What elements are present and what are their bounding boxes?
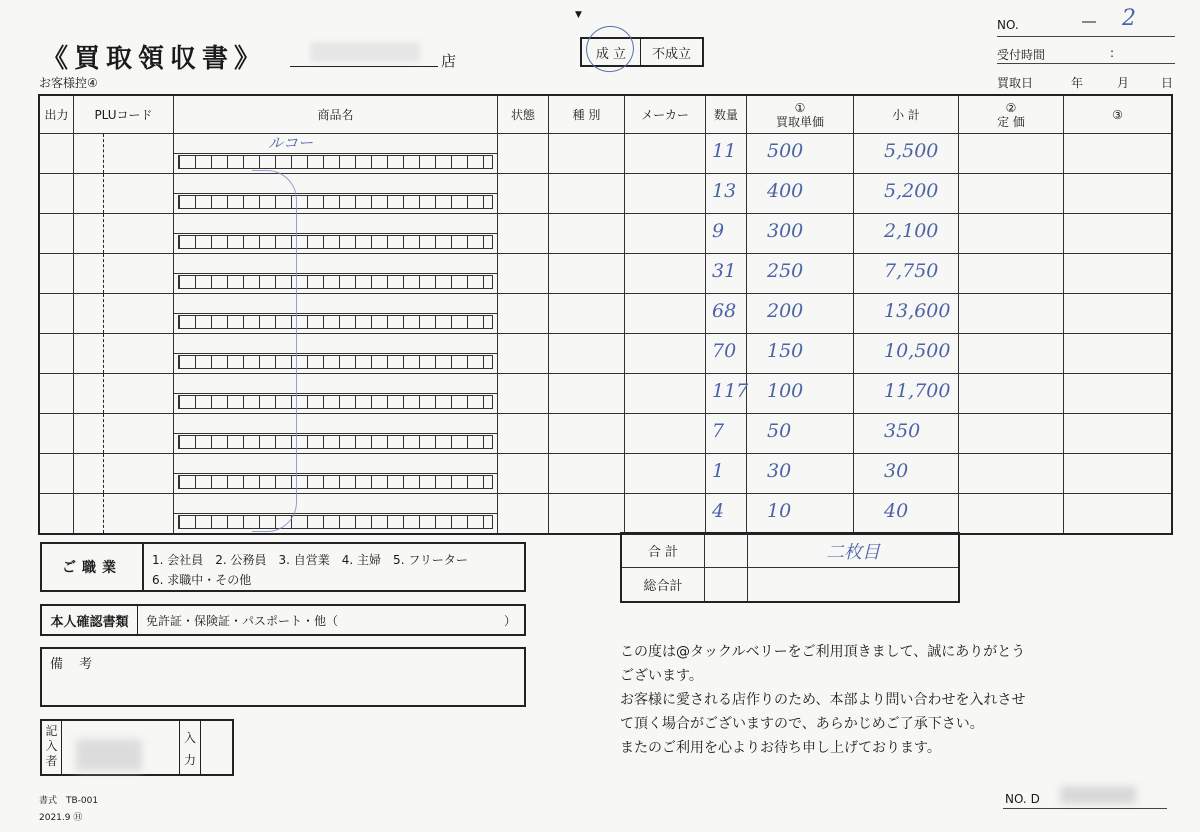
subtotal-value: 5,500 bbox=[884, 140, 939, 162]
occupation-options-1: 1. 会社員 2. 公務員 3. 自営業 4. 主婦 5. フリーター bbox=[152, 553, 468, 567]
quantity-value: 11 bbox=[712, 140, 737, 162]
maker-cell bbox=[625, 134, 706, 174]
list-price-cell bbox=[959, 414, 1064, 454]
col-subtotal: 小 計 bbox=[854, 95, 959, 134]
plu-divider bbox=[103, 214, 104, 253]
extra-cell bbox=[1064, 334, 1173, 374]
id-document-label: 本人確認書類 bbox=[42, 606, 138, 634]
table-row bbox=[39, 294, 1172, 334]
table-row bbox=[39, 334, 1172, 374]
table-row bbox=[39, 174, 1172, 214]
unit-price-value: 400 bbox=[767, 180, 804, 202]
id-document-box bbox=[40, 604, 526, 636]
unit-price-cell bbox=[747, 174, 854, 214]
document-title: 《買取領収書》 bbox=[42, 44, 267, 74]
writer-redacted bbox=[76, 739, 142, 771]
extra-cell bbox=[1064, 414, 1173, 454]
plu-cell bbox=[74, 174, 174, 214]
remarks-label: 備 考 bbox=[50, 657, 99, 672]
output-cell bbox=[39, 334, 74, 374]
totals-table bbox=[620, 532, 960, 603]
product-divider bbox=[174, 393, 497, 394]
subtotal-cell bbox=[854, 294, 959, 334]
list-price-cell bbox=[959, 374, 1064, 414]
input-label bbox=[179, 721, 201, 774]
no-value: 2 bbox=[1122, 6, 1136, 31]
form-date: 2021.9 Ⓗ bbox=[39, 813, 83, 823]
no-dash: ― bbox=[1082, 14, 1096, 30]
month-label: 月 bbox=[1117, 76, 1130, 90]
maker-cell bbox=[625, 294, 706, 334]
type-cell bbox=[549, 174, 625, 214]
subtotal-value: 5,200 bbox=[884, 180, 939, 202]
maker-cell bbox=[625, 214, 706, 254]
output-cell bbox=[39, 214, 74, 254]
plu-divider bbox=[103, 454, 104, 493]
occupation-options-2: 6. 求職中・その他 bbox=[152, 573, 252, 587]
subtotal-value: 40 bbox=[884, 500, 909, 522]
col-list-price: ② 定 価 bbox=[959, 95, 1064, 134]
type-cell bbox=[549, 494, 625, 535]
condition-cell bbox=[498, 374, 549, 414]
year-label: 年 bbox=[1071, 76, 1084, 90]
plu-cell bbox=[74, 374, 174, 414]
triangle-marker-icon: ▼ bbox=[575, 10, 582, 20]
unit-price-value: 150 bbox=[767, 340, 804, 362]
subtotal-cell bbox=[854, 134, 959, 174]
grand-total-value bbox=[748, 568, 960, 603]
reception-time-label: 受付時間 bbox=[997, 48, 1046, 62]
product-char-boxes bbox=[178, 435, 493, 449]
thank-you-message bbox=[620, 640, 1100, 760]
day-label: 日 bbox=[1161, 76, 1174, 90]
table-row bbox=[39, 414, 1172, 454]
maker-cell bbox=[625, 414, 706, 454]
product-cell bbox=[174, 494, 498, 535]
product-char-boxes bbox=[178, 275, 493, 289]
unit-price-cell bbox=[747, 134, 854, 174]
extra-cell bbox=[1064, 134, 1173, 174]
subtotal-value: 10,500 bbox=[884, 340, 951, 362]
unit-price-value: 30 bbox=[767, 460, 792, 482]
message-line: お客様に愛される店作りのため、本部より問い合わせを入れさせ bbox=[620, 692, 1026, 708]
extra-cell bbox=[1064, 494, 1173, 535]
type-cell bbox=[549, 254, 625, 294]
unit-price-cell bbox=[747, 454, 854, 494]
reception-line bbox=[997, 63, 1175, 64]
condition-cell bbox=[498, 294, 549, 334]
quantity-value: 9 bbox=[712, 220, 725, 242]
plu-divider bbox=[103, 174, 104, 213]
condition-cell bbox=[498, 134, 549, 174]
unit-price-value: 10 bbox=[767, 500, 792, 522]
store-name-redacted bbox=[310, 42, 420, 62]
id-document-options: 免許証・保険証・パスポート・他（ bbox=[146, 613, 339, 628]
input-label-text: 入力 bbox=[184, 731, 197, 767]
list-price-cell bbox=[959, 294, 1064, 334]
plu-divider bbox=[103, 414, 104, 453]
quantity-value: 68 bbox=[712, 300, 737, 322]
output-cell bbox=[39, 494, 74, 535]
quantity-cell bbox=[706, 214, 747, 254]
message-line: またのご利用を心よりお待ち申し上げております。 bbox=[620, 740, 941, 756]
output-cell bbox=[39, 294, 74, 334]
output-cell bbox=[39, 374, 74, 414]
product-cell bbox=[174, 454, 498, 494]
subtotal-cell bbox=[854, 214, 959, 254]
product-char-boxes bbox=[178, 235, 493, 249]
unit-price-cell bbox=[747, 494, 854, 535]
total-label: 合 計 bbox=[621, 533, 705, 568]
quantity-cell bbox=[706, 174, 747, 214]
occupation-label: ご職業 bbox=[42, 544, 144, 590]
condition-cell bbox=[498, 454, 549, 494]
product-divider bbox=[174, 473, 497, 474]
no-line bbox=[997, 36, 1175, 37]
subtotal-value: 350 bbox=[884, 420, 921, 442]
occupation-box bbox=[40, 542, 526, 592]
product-cell bbox=[174, 134, 498, 174]
unit-price-value: 250 bbox=[767, 260, 804, 282]
unit-price-cell bbox=[747, 214, 854, 254]
list-price-cell bbox=[959, 214, 1064, 254]
unit-price-cell bbox=[747, 254, 854, 294]
list-price-cell bbox=[959, 494, 1064, 535]
type-cell bbox=[549, 414, 625, 454]
list-price-cell bbox=[959, 454, 1064, 494]
subtotal-value: 2,100 bbox=[884, 220, 939, 242]
plu-cell bbox=[74, 454, 174, 494]
condition-cell bbox=[498, 174, 549, 214]
plu-cell bbox=[74, 214, 174, 254]
col-extra: ③ bbox=[1064, 95, 1173, 134]
quantity-cell bbox=[706, 294, 747, 334]
quantity-value: 1 bbox=[712, 460, 725, 482]
subtotal-cell bbox=[854, 334, 959, 374]
subtotal-cell bbox=[854, 174, 959, 214]
entry-box bbox=[40, 719, 234, 776]
product-divider bbox=[174, 353, 497, 354]
customer-copy-label: お客様控④ bbox=[39, 76, 98, 90]
product-divider bbox=[174, 433, 497, 434]
message-line: て頂く場合がございますので、あらかじめご了承下さい。 bbox=[620, 716, 984, 732]
unit-price-value: 300 bbox=[767, 220, 804, 242]
handwritten-circle bbox=[581, 21, 639, 78]
product-char-boxes bbox=[178, 155, 493, 169]
unit-price-cell bbox=[747, 294, 854, 334]
writer-label-text: 記入者 bbox=[45, 724, 58, 768]
output-cell bbox=[39, 254, 74, 294]
message-line: ございます。 bbox=[620, 668, 703, 684]
maker-cell bbox=[625, 454, 706, 494]
quantity-cell bbox=[706, 494, 747, 535]
table-row bbox=[39, 494, 1172, 535]
quantity-cell bbox=[706, 254, 747, 294]
output-cell bbox=[39, 454, 74, 494]
type-cell bbox=[549, 454, 625, 494]
table-row bbox=[39, 134, 1172, 174]
subtotal-value: 7,750 bbox=[884, 260, 939, 282]
plu-cell bbox=[74, 414, 174, 454]
nod-label: NO. D bbox=[1005, 792, 1040, 806]
grand-total-qty bbox=[705, 568, 748, 603]
purchase-date-label: 買取日 bbox=[997, 76, 1034, 90]
maker-cell bbox=[625, 174, 706, 214]
quantity-value: 31 bbox=[712, 260, 737, 282]
product-cell bbox=[174, 294, 498, 334]
list-price-cell bbox=[959, 134, 1064, 174]
extra-cell bbox=[1064, 374, 1173, 414]
product-cell bbox=[174, 374, 498, 414]
store-suffix: 店 bbox=[441, 52, 457, 70]
plu-divider bbox=[103, 374, 104, 413]
product-divider bbox=[174, 153, 497, 154]
writer-label bbox=[42, 721, 62, 774]
quantity-value: 4 bbox=[712, 500, 725, 522]
product-divider bbox=[174, 233, 497, 234]
plu-divider bbox=[103, 134, 104, 173]
total-row bbox=[621, 533, 959, 568]
col-output: 出力 bbox=[39, 95, 74, 134]
product-cell bbox=[174, 414, 498, 454]
maker-cell bbox=[625, 334, 706, 374]
plu-cell bbox=[74, 334, 174, 374]
table-row bbox=[39, 214, 1172, 254]
unit-price-cell bbox=[747, 334, 854, 374]
table-row bbox=[39, 454, 1172, 494]
col-unit-price: ① 買取単価 bbox=[747, 95, 854, 134]
product-cell bbox=[174, 254, 498, 294]
grand-total-label: 総合計 bbox=[621, 568, 705, 603]
type-cell bbox=[549, 334, 625, 374]
product-char-boxes bbox=[178, 315, 493, 329]
extra-cell bbox=[1064, 294, 1173, 334]
handwritten-bracket bbox=[252, 170, 297, 532]
message-line: この度は@タックルベリーをご利用頂きまして、誠にありがとう bbox=[620, 644, 1026, 660]
unit-price-value: 50 bbox=[767, 420, 792, 442]
col-maker: メーカー bbox=[625, 95, 706, 134]
quantity-cell bbox=[706, 414, 747, 454]
unit-price-value: 200 bbox=[767, 300, 804, 322]
subtotal-cell bbox=[854, 374, 959, 414]
store-name-line bbox=[290, 66, 438, 67]
grand-total-row bbox=[621, 568, 959, 603]
extra-cell bbox=[1064, 254, 1173, 294]
condition-cell bbox=[498, 254, 549, 294]
table-body bbox=[39, 134, 1172, 535]
product-divider bbox=[174, 193, 497, 194]
extra-cell bbox=[1064, 214, 1173, 254]
product-divider bbox=[174, 313, 497, 314]
plu-divider bbox=[103, 294, 104, 333]
plu-divider bbox=[103, 334, 104, 373]
nod-redacted bbox=[1060, 786, 1136, 804]
condition-cell bbox=[498, 334, 549, 374]
condition-cell bbox=[498, 494, 549, 535]
product-char-boxes bbox=[178, 195, 493, 209]
plu-divider bbox=[103, 254, 104, 293]
no-label: NO. bbox=[997, 18, 1019, 32]
product-cell bbox=[174, 214, 498, 254]
output-cell bbox=[39, 174, 74, 214]
list-price-cell bbox=[959, 334, 1064, 374]
result-ng[interactable]: 不成立 bbox=[651, 46, 691, 62]
unit-price-value: 100 bbox=[767, 380, 804, 402]
quantity-cell bbox=[706, 454, 747, 494]
quantity-value: 13 bbox=[712, 180, 737, 202]
type-cell bbox=[549, 214, 625, 254]
unit-price-cell bbox=[747, 374, 854, 414]
plu-cell bbox=[74, 294, 174, 334]
plu-cell bbox=[74, 254, 174, 294]
quantity-value: 70 bbox=[712, 340, 737, 362]
extra-cell bbox=[1064, 174, 1173, 214]
product-cell bbox=[174, 174, 498, 214]
col-quantity: 数量 bbox=[706, 95, 747, 134]
total-note: 二枚目 bbox=[826, 541, 880, 563]
id-document-close: ） bbox=[503, 613, 516, 628]
unit-price-cell bbox=[747, 414, 854, 454]
list-price-cell bbox=[959, 174, 1064, 214]
quantity-value: 7 bbox=[712, 420, 725, 442]
items-table bbox=[38, 94, 1173, 535]
type-cell bbox=[549, 134, 625, 174]
list-price-cell bbox=[959, 254, 1064, 294]
reception-colon: : bbox=[1110, 46, 1115, 60]
type-cell bbox=[549, 374, 625, 414]
unit-price-value: 500 bbox=[767, 140, 804, 162]
table-header-row bbox=[39, 95, 1172, 134]
maker-cell bbox=[625, 254, 706, 294]
maker-cell bbox=[625, 494, 706, 535]
product-char-boxes bbox=[178, 475, 493, 489]
quantity-cell bbox=[706, 374, 747, 414]
product-char-boxes bbox=[178, 395, 493, 409]
plu-cell bbox=[74, 494, 174, 535]
quantity-value: 117 bbox=[712, 380, 749, 402]
col-plu-code: PLUコード bbox=[74, 95, 174, 134]
extra-cell bbox=[1064, 454, 1173, 494]
subtotal-cell bbox=[854, 254, 959, 294]
product-divider bbox=[174, 513, 497, 514]
table-row bbox=[39, 374, 1172, 414]
subtotal-cell bbox=[854, 494, 959, 535]
remarks-box bbox=[40, 647, 526, 707]
product-handwritten-note: ルコー bbox=[268, 134, 314, 152]
plu-divider bbox=[103, 494, 104, 533]
subtotal-value: 11,700 bbox=[884, 380, 951, 402]
condition-cell bbox=[498, 414, 549, 454]
col-type: 種 別 bbox=[549, 95, 625, 134]
quantity-cell bbox=[706, 134, 747, 174]
plu-cell bbox=[74, 134, 174, 174]
col-condition: 状態 bbox=[498, 95, 549, 134]
subtotal-value: 13,600 bbox=[884, 300, 951, 322]
total-qty bbox=[705, 533, 748, 568]
result-ok[interactable]: 成 立 bbox=[582, 39, 641, 65]
type-cell bbox=[549, 294, 625, 334]
output-cell bbox=[39, 414, 74, 454]
subtotal-cell bbox=[854, 414, 959, 454]
output-cell bbox=[39, 134, 74, 174]
product-char-boxes bbox=[178, 355, 493, 369]
subtotal-cell bbox=[854, 454, 959, 494]
form-code: 書式 TB-001 bbox=[39, 796, 99, 806]
nod-line bbox=[1003, 808, 1167, 809]
quantity-cell bbox=[706, 334, 747, 374]
product-divider bbox=[174, 273, 497, 274]
condition-cell bbox=[498, 214, 549, 254]
product-char-boxes bbox=[178, 515, 493, 529]
table-row bbox=[39, 254, 1172, 294]
product-cell bbox=[174, 334, 498, 374]
total-value bbox=[748, 533, 960, 568]
subtotal-value: 30 bbox=[884, 460, 909, 482]
maker-cell bbox=[625, 374, 706, 414]
col-product-name: 商品名 bbox=[174, 95, 498, 134]
